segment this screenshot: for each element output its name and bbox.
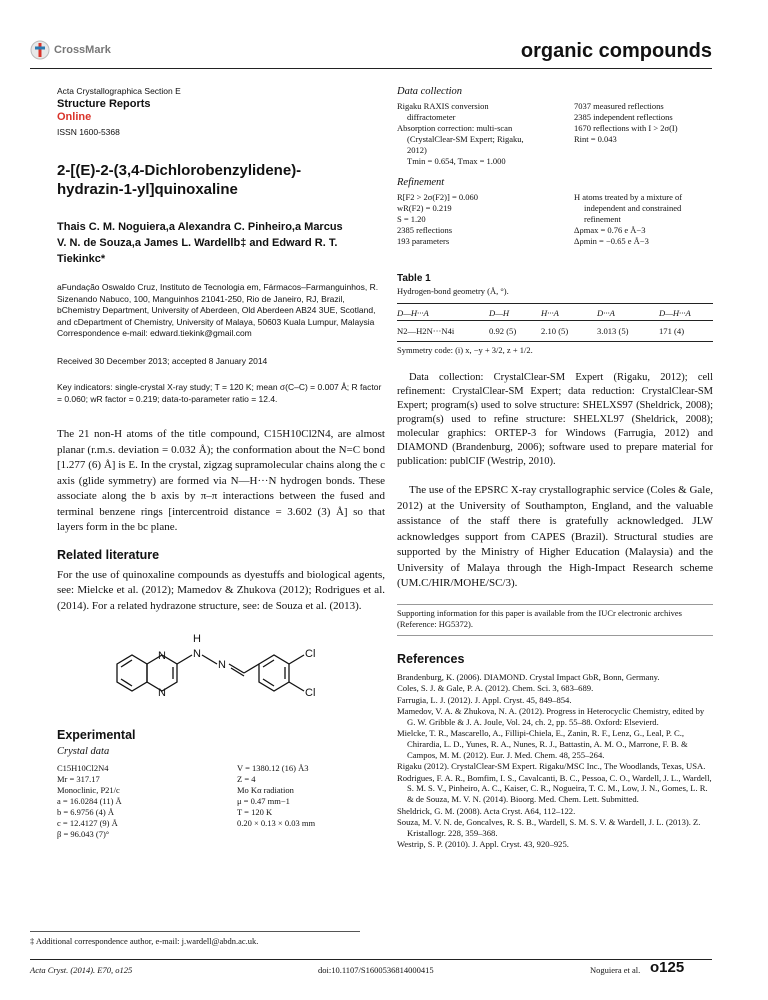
table-row <box>397 320 713 341</box>
abstract: The 21 non-H atoms of the title compound, C15H10Cl2N4, are almost planar (r.m.s. deviation = 0.032 Å); the conformation about the N=C bond [1.277 (6) Å] is E. In the crystal, zigzag supramolecular chains along the c axis (glide symmetry) are formed via N—H···N hydrogen bonds. These associate along the b axis by π–π interactions between the fused and terminal benzene rings [intercentroid distance = 3.602 (3) Å] so that layers form in the bc plane. <box>57 428 385 533</box>
symmetry-code: Symmetry code: (i) x, −y + 3/2, z + 1/2. <box>397 344 533 355</box>
ref-s: S = 1.20 <box>397 214 426 224</box>
crystal-volume: V = 1380.12 (16) Å3 <box>237 763 309 773</box>
crystal-data-heading: Crystal data <box>57 746 110 757</box>
data-collection-left <box>397 101 564 167</box>
reference-item: Brandenburg, K. (2006). DIAMOND. Crystal Impact GbR, Bonn, Germany. <box>397 671 660 682</box>
crystal-temp: T = 120 K <box>237 807 273 817</box>
crystal-system: Monoclinic, P21/c <box>57 785 120 795</box>
hbond-col-da: D···A <box>597 307 615 318</box>
references-heading: References <box>397 651 465 666</box>
scheme-atom-n3: N <box>193 648 201 660</box>
received-dates: Received 30 December 2013; accepted 8 January 2014 <box>57 355 268 366</box>
ref-rho-max: Δρmax = 0.76 e Å−3 <box>574 225 646 235</box>
table1-caption: Hydrogen-bond geometry (Å, °). <box>397 286 509 296</box>
footnote-rule <box>30 931 360 932</box>
section-title: organic compounds <box>520 40 712 62</box>
related-literature-text: For the use of quinoxaline compounds as dyestuffs and biological agents, see: Mielcke et al. (2012); Mamedov & Zhukova (2012); Rodrigues et al. (2014). For a related hydrazone structure, see: de Souza et al. (2013). <box>57 568 385 612</box>
header-rule <box>30 68 712 69</box>
data-collection-right <box>574 101 713 167</box>
reference-item: Mamedov, V. A. & Zhukova, N. A. (2012). Progress in Heterocyclic Chemistry, edited by G. W. Gribble & J. A. Joule, Vol. 24, ch. 2, pp. 55–88. Oxford: Elsevierd. <box>397 706 705 727</box>
scheme-atom-cl1: Cl <box>305 648 316 660</box>
dc-tmin-tmax: Tmin = 0.654, Tmax = 1.000 <box>407 156 506 166</box>
supporting-bottom-rule <box>397 635 713 636</box>
hbond-col-angle: D—H···A <box>659 307 691 318</box>
crystal-b: b = 6.9756 (4) Å <box>57 807 114 817</box>
table1-title: Table 1 <box>397 273 431 284</box>
reference-item: Souza, M. V. N. de, Goncalves, R. S. B., Wardell, S. M. S. V. & Wardell, J. L. (2013). Z. Kristallogr. 228, 359–368. <box>397 817 701 838</box>
page-number: o125 <box>650 959 685 976</box>
ref-h-atoms: H atoms treated by a mixture of <box>574 192 683 202</box>
ref-rho-min: Δρmin = −0.65 e Å−3 <box>574 236 649 246</box>
dc-absorption-2: (CrystalClear-SM Expert; Rigaku, <box>407 134 524 144</box>
hbond-table <box>397 306 713 342</box>
ref-h-atoms-3: refinement <box>584 214 621 224</box>
dc-rint: Rint = 0.043 <box>574 134 617 144</box>
crystal-mr: Mr = 317.17 <box>57 774 100 784</box>
dc-independent: 2385 independent reflections <box>574 112 673 122</box>
hbond-angle-value: 171 (4) <box>659 325 685 336</box>
refinement-right <box>574 192 713 247</box>
affiliation-a: aFundação Oswaldo Cruz, Instituto de Tecnologia em, Fármacos–Farmanguinhos, R. Sizenando Nabuco, 100, Manguinhos 21041-250, Rio de Janeiro, RJ, Brazil, <box>57 282 379 304</box>
crystal-radiation: Mo Kα radiation <box>237 785 294 795</box>
related-literature-heading: Related literature <box>57 547 160 562</box>
ref-r: R[F2 > 2σ(F2)] = 0.060 <box>397 192 478 202</box>
data-collection <box>397 101 713 167</box>
crystal-a: a = 16.0284 (11) Å <box>57 796 122 806</box>
crossmark-logo[interactable] <box>30 40 111 60</box>
footer-rule <box>30 959 712 960</box>
scheme-atom-cl2: Cl <box>305 687 316 699</box>
reference-item: Farrugia, L. J. (2012). J. Appl. Cryst. 45, 849–854. <box>397 694 572 705</box>
affiliation-bc: bChemistry Department, University of Aberdeen, Old Aberdeen AB24 3UE, Scotland, and cDepartment of Chemistry, University of Malaya, 50603 Kuala Lumpur, Malaysia <box>57 305 376 327</box>
crossmark-label: CrossMark <box>54 44 111 56</box>
ref-parameters: 193 parameters <box>397 236 450 246</box>
footer-authors: Noguiera et al. <box>590 965 641 975</box>
ref-reflections: 2385 reflections <box>397 225 452 235</box>
key-indicators: Key indicators: single-crystal X-ray study; T = 120 K; mean σ(C–C) = 0.007 Å; R factor = 0.060; wR factor = 0.219; data-to-parameter ratio = 12.4. <box>57 382 382 404</box>
reference-item: Rigaku (2012). CrystalClear-SM Expert. Rigaku/MSC Inc., The Woodlands, Texas, USA. <box>397 761 706 772</box>
crystal-c: c = 12.4127 (9) Å <box>57 818 118 828</box>
right-column <box>397 86 713 851</box>
reference-item: Mielcke, T. R., Mascarello, A., Fillipi-Chiela, E., Zanin, R. F., Lenz, G., Leal, P. C., Chirardia, L. D., Yunes, R. A., Nunes, R. J., Battastin, A. M. O., Marrone, F. B. & Campos, M. M. (2012). Eur. J. Med. Chem. 48, 255–264. <box>397 728 688 760</box>
hbond-col-dha: D—H···A <box>397 307 429 318</box>
article-title: 2-[(E)-2-(3,4-Dichlorobenzylidene)-hydrazin-1-yl]quinoxaline <box>57 162 302 198</box>
journal-issn: ISSN 1600-5368 <box>57 126 120 137</box>
crystal-data-right <box>237 763 385 840</box>
refinement-data <box>397 192 713 247</box>
table1-top-rule <box>397 303 713 304</box>
hbond-ha-value: 2.10 (5) <box>541 325 569 336</box>
ref-h-atoms-2: independent and constrained <box>584 203 682 213</box>
crossmark-icon <box>30 40 50 60</box>
crystal-data <box>57 763 385 840</box>
crystal-size: 0.20 × 0.13 × 0.03 mm <box>237 818 316 828</box>
hbond-col-dh: D—H <box>489 307 510 318</box>
crystal-z: Z = 4 <box>237 774 256 784</box>
data-collection-heading: Data collection <box>397 86 463 97</box>
left-column <box>57 86 385 840</box>
journal-section: Structure Reports <box>57 97 151 110</box>
crystal-formula: C15H10Cl2N4 <box>57 763 109 773</box>
refinement-heading: Refinement <box>397 177 445 188</box>
crystal-mu: μ = 0.47 mm−1 <box>237 796 290 806</box>
crystal-data-left <box>57 763 227 840</box>
author-list: Thais C. M. Noguiera,a Alexandra C. Pinheiro,a Marcus V. N. de Souza,a James L. Wardellb‡ and Edward R. T. Tiekinkc* <box>57 221 343 265</box>
dc-observed: 1670 reflections with I > 2σ(I) <box>574 123 678 133</box>
supporting-top-rule <box>397 604 713 605</box>
footnote: ‡ Additional correspondence author, e-mail: j.wardell@abdn.ac.uk. <box>30 936 259 946</box>
dc-diffractometer: Rigaku RAXIS conversion <box>397 101 489 111</box>
journal-online: Online <box>57 110 92 123</box>
reference-item: Westrip, S. P. (2010). J. Appl. Cryst. 43, 920–925. <box>397 839 569 850</box>
scheme-atom-h: H <box>193 633 201 645</box>
footer-citation: Acta Cryst. (2014). E70, o125 <box>30 965 133 975</box>
hbond-col-ha: H···A <box>541 307 559 318</box>
hbond-table-header <box>397 306 713 321</box>
hbond-bond: N2—H2N···N4i <box>397 325 455 336</box>
refinement-left <box>397 192 564 247</box>
journal-name: Acta Crystallographica Section E <box>57 86 181 96</box>
ref-wr: wR(F2) = 0.219 <box>397 203 452 213</box>
scheme-atom-n1: N <box>158 650 166 662</box>
dc-absorption-3: 2012) <box>407 145 427 155</box>
correspondence-email[interactable]: Correspondence e-mail: edward.tiekink@gmail.com <box>57 328 252 338</box>
scheme-atom-n4: N <box>218 659 226 671</box>
experimental-heading: Experimental <box>57 728 136 742</box>
hbond-dh-value: 0.92 (5) <box>489 325 517 336</box>
reference-item: Sheldrick, G. M. (2008). Acta Cryst. A64, 112–122. <box>397 805 576 816</box>
footer-doi[interactable]: doi:10.1107/S1600536814000415 <box>318 965 434 975</box>
reference-item: Coles, S. J. & Gale, P. A. (2012). Chem. Sci. 3, 683–689. <box>397 683 594 694</box>
acknowledgements: The use of the EPSRC X-ray crystallographic service (Coles & Gale, 2012) at the University of Southampton, England, and the valuable assistance of the staff there is gratefully acknowledged. JLW acknowledges support from CAPES (Brazil). Structural studies are supported by the Ministry of Higher Education (Malaysia) and the University of Malaya through the High-Impact Research scheme (UM.C/HIR/MOHE/SC/3). <box>397 484 713 589</box>
affiliations <box>57 282 385 340</box>
crystal-beta: β = 96.043 (7)° <box>57 829 110 839</box>
data-collection-text: Data collection: CrystalClear-SM Expert (Rigaku, 2012); cell refinement: CrystalClear-SM Expert; data reduction: CrystalClear-SM Expert; program(s) used to solve structure: SHELXS97 (Sheldrick, 2008); program(s) used to refine structure: SHELXL97 (Sheldrick, 2008); molecular graphics: ORTEP-3 for Windows (Farrugia, 2012) and DIAMOND (Brandenburg, 2006); software used to prepare material for publication: publCIF (Westrip, 2010). <box>397 372 713 467</box>
references-list <box>397 672 713 851</box>
chemical-scheme <box>97 624 347 724</box>
hbond-da-value: 3.013 (5) <box>597 325 629 336</box>
reference-item: Rodrigues, F. A. R., Bomfim, I. S., Cavalcanti, B. C., Pessoa, C. O., Wardell, J. L., Wardell, S. M. S. V., Pinheiro, A. C., Kaiser, C. R., Nogueira, T. C. M., Low, J. N., Gomes, L. R. & de Souza, M. V. N. (2014). Bioorg. Med. Chem. Lett. Submitted. <box>397 772 712 805</box>
dc-measured: 7037 measured reflections <box>574 101 664 111</box>
dc-absorption: Absorption correction: multi-scan <box>397 123 513 133</box>
scheme-atom-n2: N <box>158 687 166 699</box>
dc-diffractometer-2: diffractometer <box>407 112 456 122</box>
supporting-info: Supporting information for this paper is available from the IUCr electronic archives (Reference: HG5372). <box>397 607 682 629</box>
